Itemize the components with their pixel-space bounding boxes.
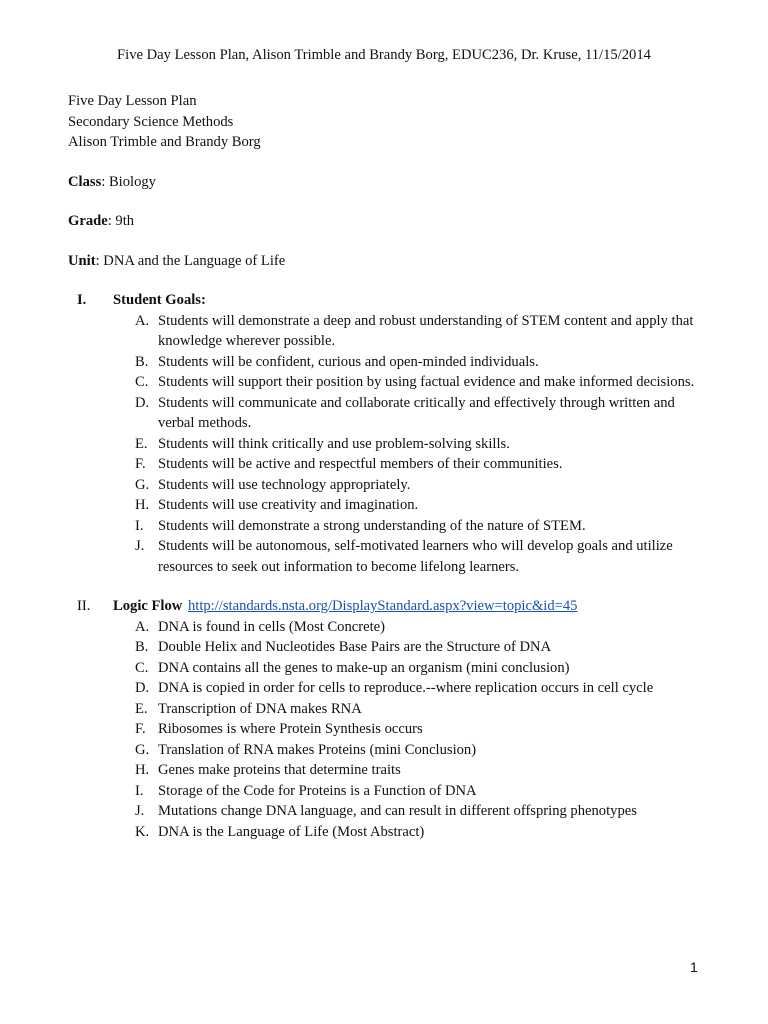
- list-letter: A.: [135, 618, 150, 635]
- list-letter: I.: [135, 517, 144, 534]
- list-item: [135, 781, 700, 802]
- list-letter: G.: [135, 741, 150, 758]
- grade-value: : 9th: [107, 213, 135, 229]
- list-text: Students will demonstrate a strong understanding of the nature of STEM.: [158, 517, 586, 534]
- list-item: [135, 393, 700, 434]
- list-item: [135, 516, 700, 537]
- list-text: Students will be confident, curious and open-minded individuals.: [158, 353, 539, 370]
- section-title: Student Goals:: [113, 292, 206, 308]
- list-item: [135, 495, 700, 516]
- list-item: [135, 740, 700, 761]
- list-text: DNA contains all the genes to make-up an organism (mini conclusion): [158, 659, 570, 676]
- student-goals-list: [68, 311, 700, 578]
- list-letter: B.: [135, 639, 149, 655]
- list-text: Translation of RNA makes Proteins (mini Conclusion): [158, 741, 477, 758]
- list-text: Students will be active and respectful members of their communities.: [158, 456, 563, 472]
- list-text: Students will use technology appropriately.: [158, 476, 411, 493]
- list-letter: G.: [135, 476, 150, 493]
- list-letter: K.: [135, 823, 150, 840]
- section-numeral: II.: [77, 598, 91, 614]
- class-label: Class: [68, 173, 102, 190]
- list-item: [135, 311, 700, 352]
- intro-line-course: Secondary Science Methods: [68, 113, 234, 130]
- list-item: [135, 658, 700, 679]
- section-student-goals: [68, 290, 708, 577]
- list-item: [135, 475, 700, 496]
- list-item: [135, 454, 700, 475]
- intro-line-authors: Alison Trimble and Brandy Borg: [68, 134, 261, 150]
- list-text: Ribosomes is where Protein Synthesis occurs: [158, 721, 423, 737]
- list-item: [135, 699, 700, 720]
- document-body: [68, 91, 708, 842]
- list-item: [135, 352, 700, 373]
- section-heading: [68, 596, 708, 617]
- list-text: Mutations change DNA language, and can result in different offspring phenotypes: [158, 803, 637, 819]
- list-text: Double Helix and Nucleotides Base Pairs are the Structure of DNA: [158, 639, 552, 655]
- list-letter: D.: [135, 394, 150, 411]
- unit-label: Unit: [68, 252, 96, 269]
- list-letter: H.: [135, 497, 150, 513]
- list-text: DNA is copied in order for cells to reproduce.--where replication occurs in cell cycle: [158, 680, 654, 696]
- list-text: Students will use creativity and imagination.: [158, 497, 419, 513]
- unit-field: [68, 251, 708, 272]
- list-letter: F.: [135, 721, 146, 737]
- unit-value: : DNA and the Language of Life: [95, 252, 286, 269]
- list-text: Transcription of DNA makes RNA: [158, 700, 362, 717]
- list-item: [135, 822, 700, 843]
- list-letter: E.: [135, 700, 148, 717]
- logic-flow-list: [68, 617, 700, 843]
- list-text: Students will demonstrate a deep and robust understanding of STEM content and apply that knowledge wherever possible.: [158, 312, 694, 349]
- list-item: [135, 678, 700, 699]
- class-value: : Biology: [101, 173, 156, 190]
- list-item: [135, 719, 700, 740]
- page-header: Five Day Lesson Plan, Alison Trimble and Brandy Borg, EDUC236, Dr. Kruse, 11/15/2014: [117, 47, 651, 63]
- nsta-standard-link[interactable]: http://standards.nsta.org/DisplayStandard.aspx?view=topic&id=45: [187, 598, 578, 614]
- section-logic-flow: [68, 596, 708, 842]
- list-text: Students will be autonomous, self-motivated learners who will develop goals and utilize resources to seek out information to become lifelong learners.: [158, 538, 673, 575]
- list-letter: J.: [135, 538, 145, 554]
- list-letter: D.: [135, 680, 150, 696]
- list-item: [135, 760, 700, 781]
- grade-label: Grade: [68, 213, 108, 229]
- list-item: [135, 372, 700, 393]
- class-field: [68, 172, 708, 193]
- list-item: [135, 536, 700, 577]
- intro-block: [68, 91, 708, 153]
- list-letter: F.: [135, 456, 146, 472]
- section-title: Logic Flow: [113, 598, 183, 614]
- list-letter: A.: [135, 312, 150, 329]
- grade-field: [68, 211, 708, 232]
- section-heading: [68, 290, 708, 311]
- list-text: Genes make proteins that determine traits: [158, 762, 401, 778]
- list-letter: J.: [135, 803, 145, 819]
- list-letter: I.: [135, 782, 144, 799]
- list-letter: B.: [135, 353, 149, 370]
- list-text: DNA is found in cells (Most Concrete): [158, 618, 385, 635]
- intro-line-title: Five Day Lesson Plan: [68, 93, 197, 109]
- section-numeral: I.: [77, 292, 87, 308]
- list-item: [135, 637, 700, 658]
- list-letter: C.: [135, 659, 149, 676]
- list-text: DNA is the Language of Life (Most Abstract): [158, 823, 425, 840]
- list-item: [135, 617, 700, 638]
- list-text: Students will support their position by using factual evidence and make informed decisions.: [158, 374, 695, 390]
- page-number: 1: [690, 959, 698, 975]
- list-letter: E.: [135, 435, 148, 452]
- list-item: [135, 434, 700, 455]
- list-letter: C.: [135, 374, 149, 390]
- list-item: [135, 801, 700, 822]
- list-letter: H.: [135, 762, 150, 778]
- list-text: Students will think critically and use problem-solving skills.: [158, 435, 510, 452]
- list-text: Students will communicate and collaborate critically and effectively through written and verbal methods.: [158, 394, 675, 431]
- list-text: Storage of the Code for Proteins is a Function of DNA: [158, 782, 477, 799]
